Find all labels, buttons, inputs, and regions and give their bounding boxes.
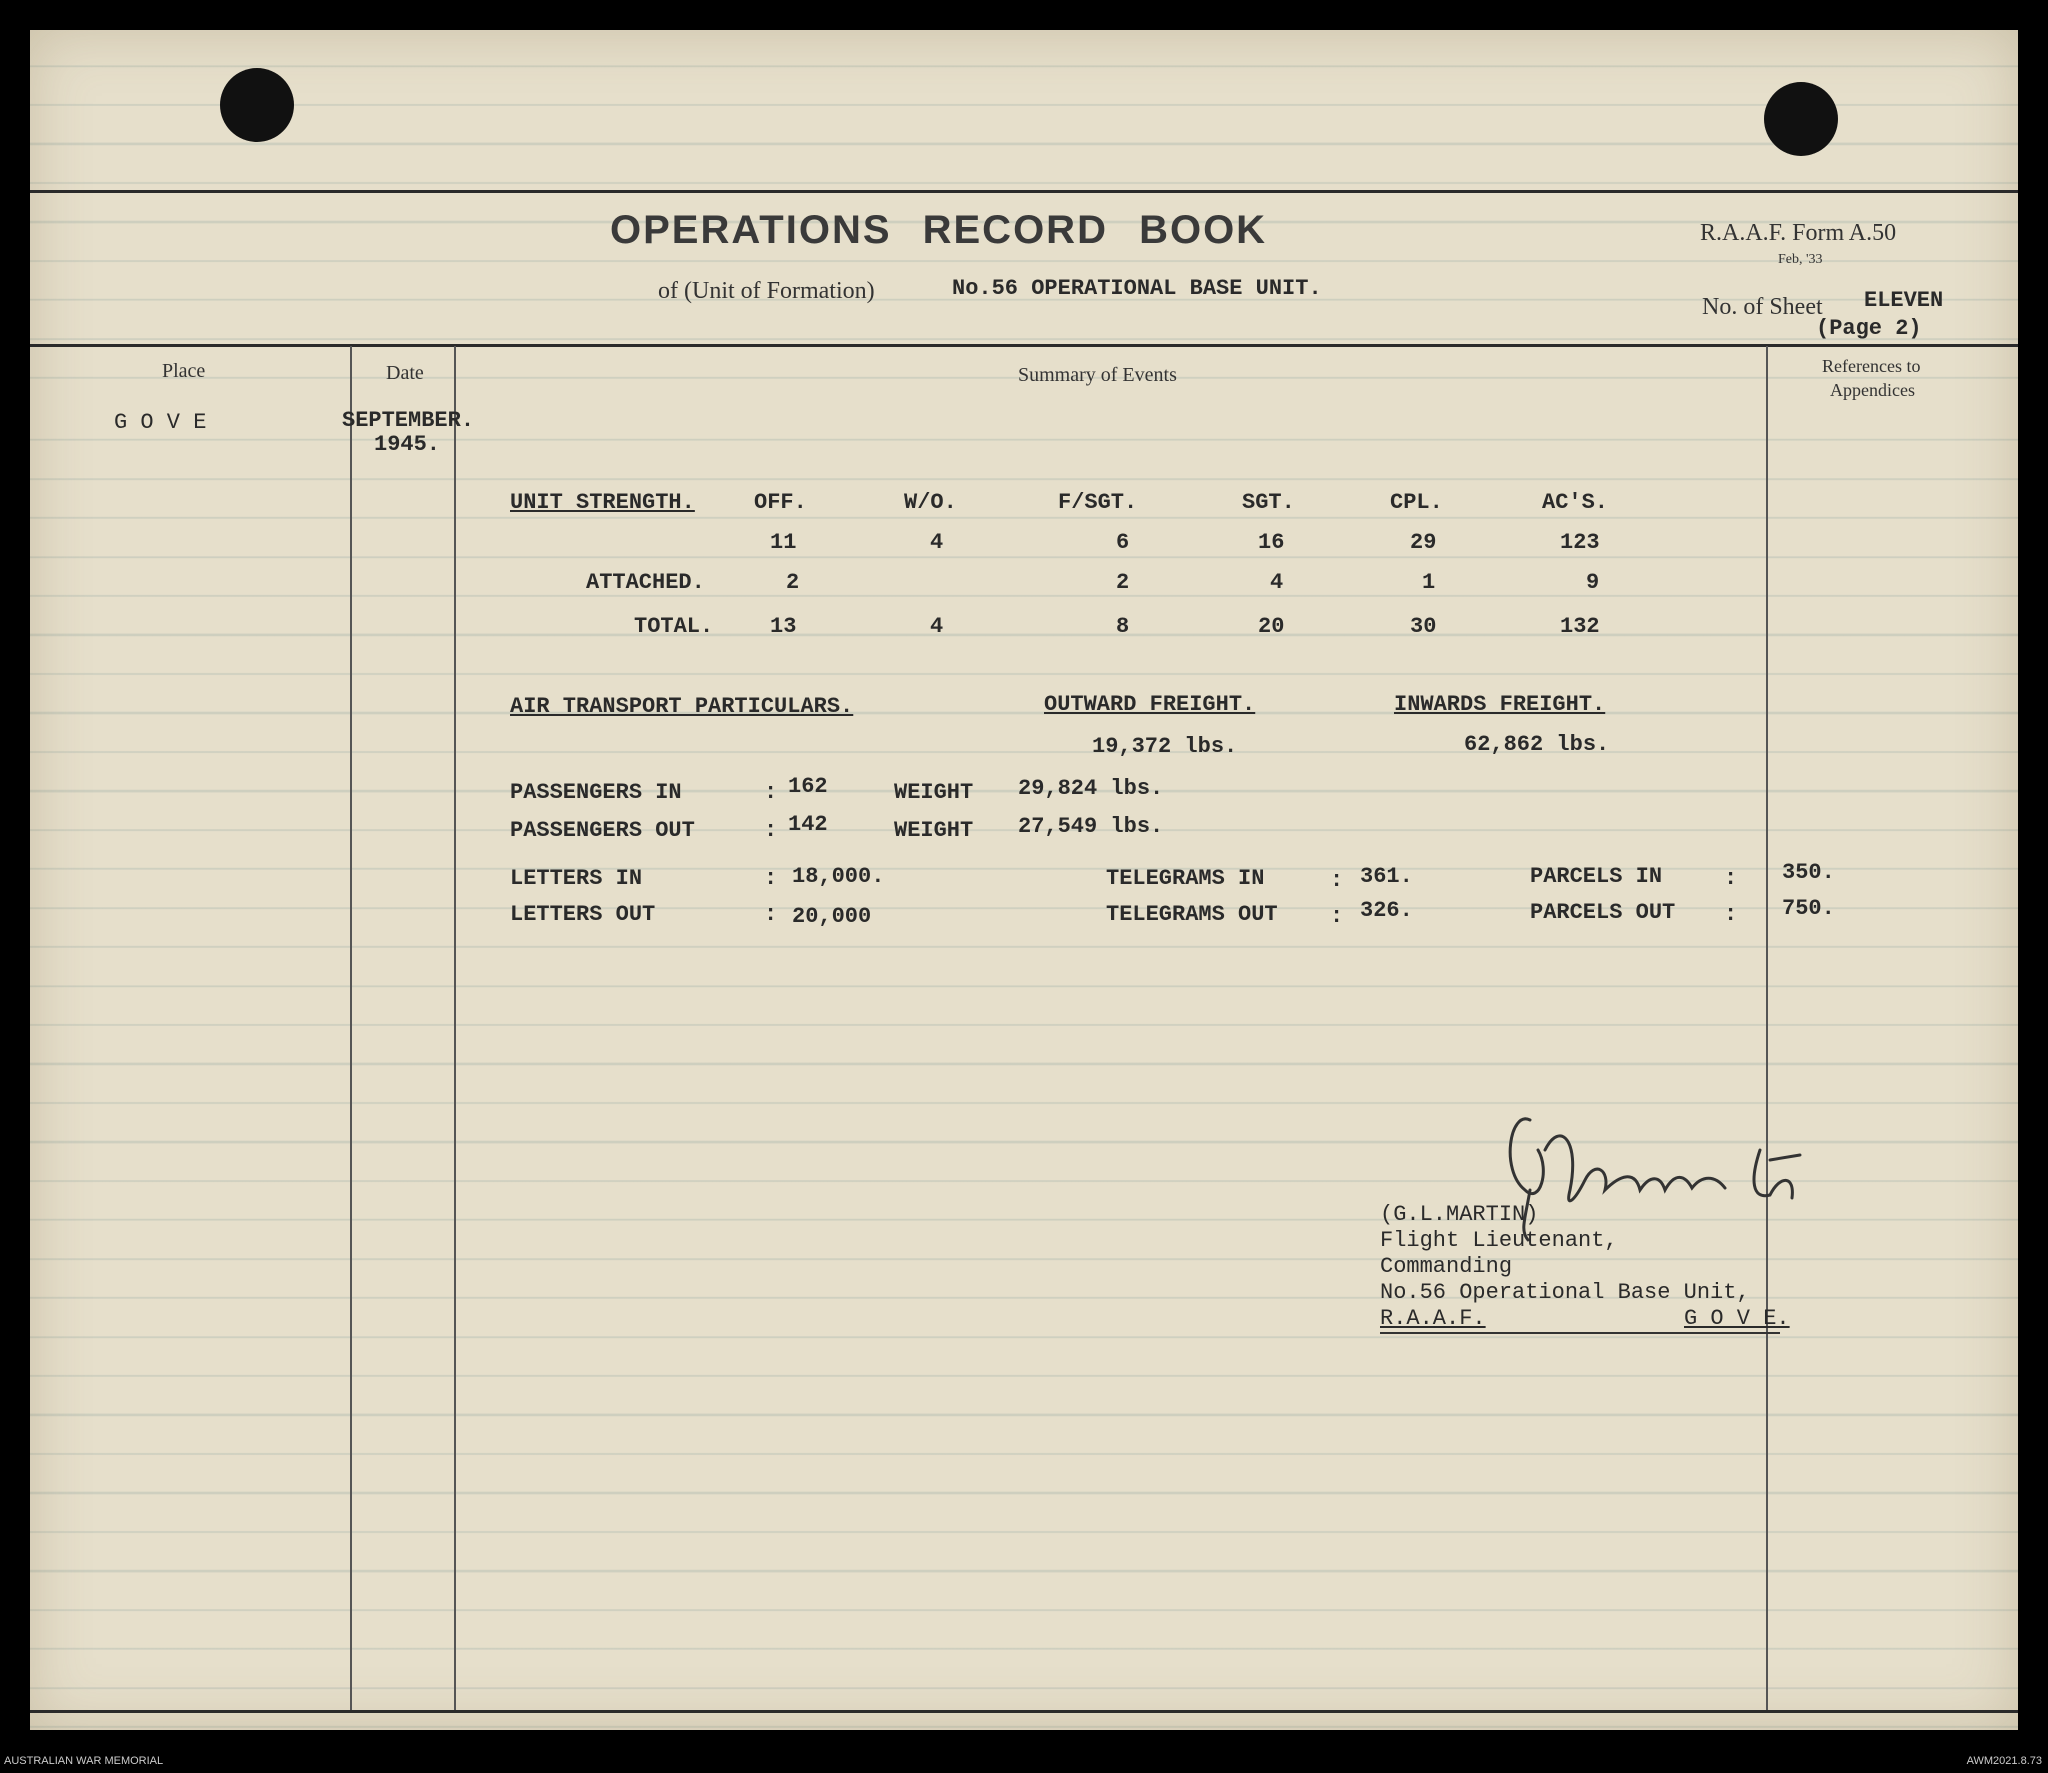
strength-sgt: 16: [1258, 530, 1285, 555]
date-summary-divider: [454, 346, 456, 1710]
punch-hole-left: [220, 68, 294, 142]
column-references: References to: [1822, 356, 1921, 376]
parcels-out-colon: :: [1724, 902, 1738, 927]
telegrams-out-label: TELEGRAMS OUT: [1106, 902, 1278, 927]
passengers-out-label: PASSENGERS OUT: [510, 818, 695, 843]
telegrams-in-value: 361.: [1360, 864, 1413, 889]
column-date: Date: [386, 362, 424, 384]
footer-reference: AWM2021.8.73: [1966, 1755, 2042, 1767]
footer-credit: AUSTRALIAN WAR MEMORIAL: [4, 1755, 164, 1767]
parcels-out-value: 750.: [1782, 896, 1835, 921]
letters-out-value: 20,000: [792, 904, 872, 929]
header-acs: AC'S.: [1542, 490, 1609, 515]
attached-off: 2: [786, 570, 800, 595]
passengers-in-weight-label: WEIGHT: [894, 780, 974, 805]
header-wo: W/O.: [904, 490, 957, 515]
inward-freight-label: INWARDS FREIGHT.: [1394, 692, 1606, 717]
parcels-in-colon: :: [1724, 866, 1738, 891]
attached-fsgt: 2: [1116, 570, 1130, 595]
passengers-out-weight: 27,549 lbs.: [1018, 814, 1164, 839]
column-place: Place: [162, 360, 206, 382]
passengers-in-weight: 29,824 lbs.: [1018, 776, 1164, 801]
punch-hole-right: [1764, 82, 1838, 156]
signatory-name: (G.L.MARTIN): [1380, 1202, 1539, 1227]
form-number: R.A.A.F. Form A.50: [1700, 220, 1897, 246]
attached-cpl: 1: [1422, 570, 1436, 595]
header-rule: [30, 344, 2018, 347]
signature-underline: [1380, 1332, 1780, 1334]
telegrams-out-colon: :: [1330, 904, 1344, 929]
passengers-in-label: PASSENGERS IN: [510, 780, 682, 805]
summary-references-divider: [1766, 346, 1768, 1710]
header-cpl: CPL.: [1390, 490, 1443, 515]
total-off: 13: [770, 614, 797, 639]
header-off: OFF.: [754, 490, 807, 515]
strength-off: 11: [770, 530, 797, 555]
passengers-in-value: 162: [788, 774, 828, 799]
outward-freight-value: 19,372 lbs.: [1092, 734, 1238, 759]
telegrams-in-label: TELEGRAMS IN: [1106, 866, 1265, 891]
top-rule: [30, 190, 2018, 193]
column-summary: Summary of Events: [1018, 364, 1177, 386]
strength-fsgt: 6: [1116, 530, 1130, 555]
parcels-in-value: 350.: [1782, 860, 1835, 885]
inward-freight-value: 62,862 lbs.: [1464, 732, 1610, 757]
page-number: (Page 2): [1816, 316, 1922, 341]
telegrams-out-value: 326.: [1360, 898, 1413, 923]
air-transport-label: AIR TRANSPORT PARTICULARS.: [510, 694, 854, 719]
attached-acs: 9: [1586, 570, 1600, 595]
page-title: OPERATIONS RECORD BOOK: [610, 208, 1268, 252]
sheet-value: ELEVEN: [1864, 288, 1944, 313]
place-date-divider: [350, 346, 352, 1710]
header-sgt: SGT.: [1242, 490, 1295, 515]
parcels-out-label: PARCELS OUT: [1530, 900, 1676, 925]
entry-place: G O V E: [114, 410, 207, 435]
passengers-in-colon: :: [764, 780, 778, 805]
total-wo: 4: [930, 614, 944, 639]
entry-year: 1945.: [374, 432, 441, 457]
letters-in-colon: :: [764, 866, 778, 891]
total-acs: 132: [1560, 614, 1600, 639]
record-sheet: [30, 30, 2018, 1730]
sheet-label: No. of Sheet: [1702, 294, 1823, 320]
total-fsgt: 8: [1116, 614, 1130, 639]
signatory-unit: No.56 Operational Base Unit,: [1380, 1280, 1750, 1305]
entry-month: SEPTEMBER.: [342, 408, 475, 433]
passengers-out-weight-label: WEIGHT: [894, 818, 974, 843]
letters-out-colon: :: [764, 902, 778, 927]
signatory-role: Commanding: [1380, 1254, 1513, 1279]
unit-name: No.56 OPERATIONAL BASE UNIT.: [952, 276, 1322, 301]
attached-label: ATTACHED.: [586, 570, 705, 595]
passengers-out-colon: :: [764, 818, 778, 843]
passengers-out-value: 142: [788, 812, 828, 837]
attached-sgt: 4: [1270, 570, 1284, 595]
bottom-rule: [30, 1710, 2018, 1713]
unit-strength-label: UNIT STRENGTH.: [510, 490, 695, 515]
outward-freight-label: OUTWARD FREIGHT.: [1044, 692, 1256, 717]
header-fsgt: F/SGT.: [1058, 490, 1138, 515]
strength-wo: 4: [930, 530, 944, 555]
form-date: Feb, '33: [1778, 252, 1823, 267]
letters-out-label: LETTERS OUT: [510, 902, 656, 927]
column-appendices: Appendices: [1830, 380, 1915, 400]
strength-acs: 123: [1560, 530, 1600, 555]
telegrams-in-colon: :: [1330, 868, 1344, 893]
total-sgt: 20: [1258, 614, 1285, 639]
signatory-rank: Flight Lieutenant,: [1380, 1228, 1618, 1253]
signatory-service: R.A.A.F.: [1380, 1306, 1486, 1331]
letters-in-label: LETTERS IN: [510, 866, 643, 891]
unit-prefix: of (Unit of Formation): [658, 278, 875, 304]
strength-cpl: 29: [1410, 530, 1437, 555]
total-cpl: 30: [1410, 614, 1437, 639]
total-label: TOTAL.: [634, 614, 714, 639]
letters-in-value: 18,000.: [792, 864, 885, 889]
parcels-in-label: PARCELS IN: [1530, 864, 1663, 889]
signatory-location: G O V E.: [1684, 1306, 1790, 1331]
